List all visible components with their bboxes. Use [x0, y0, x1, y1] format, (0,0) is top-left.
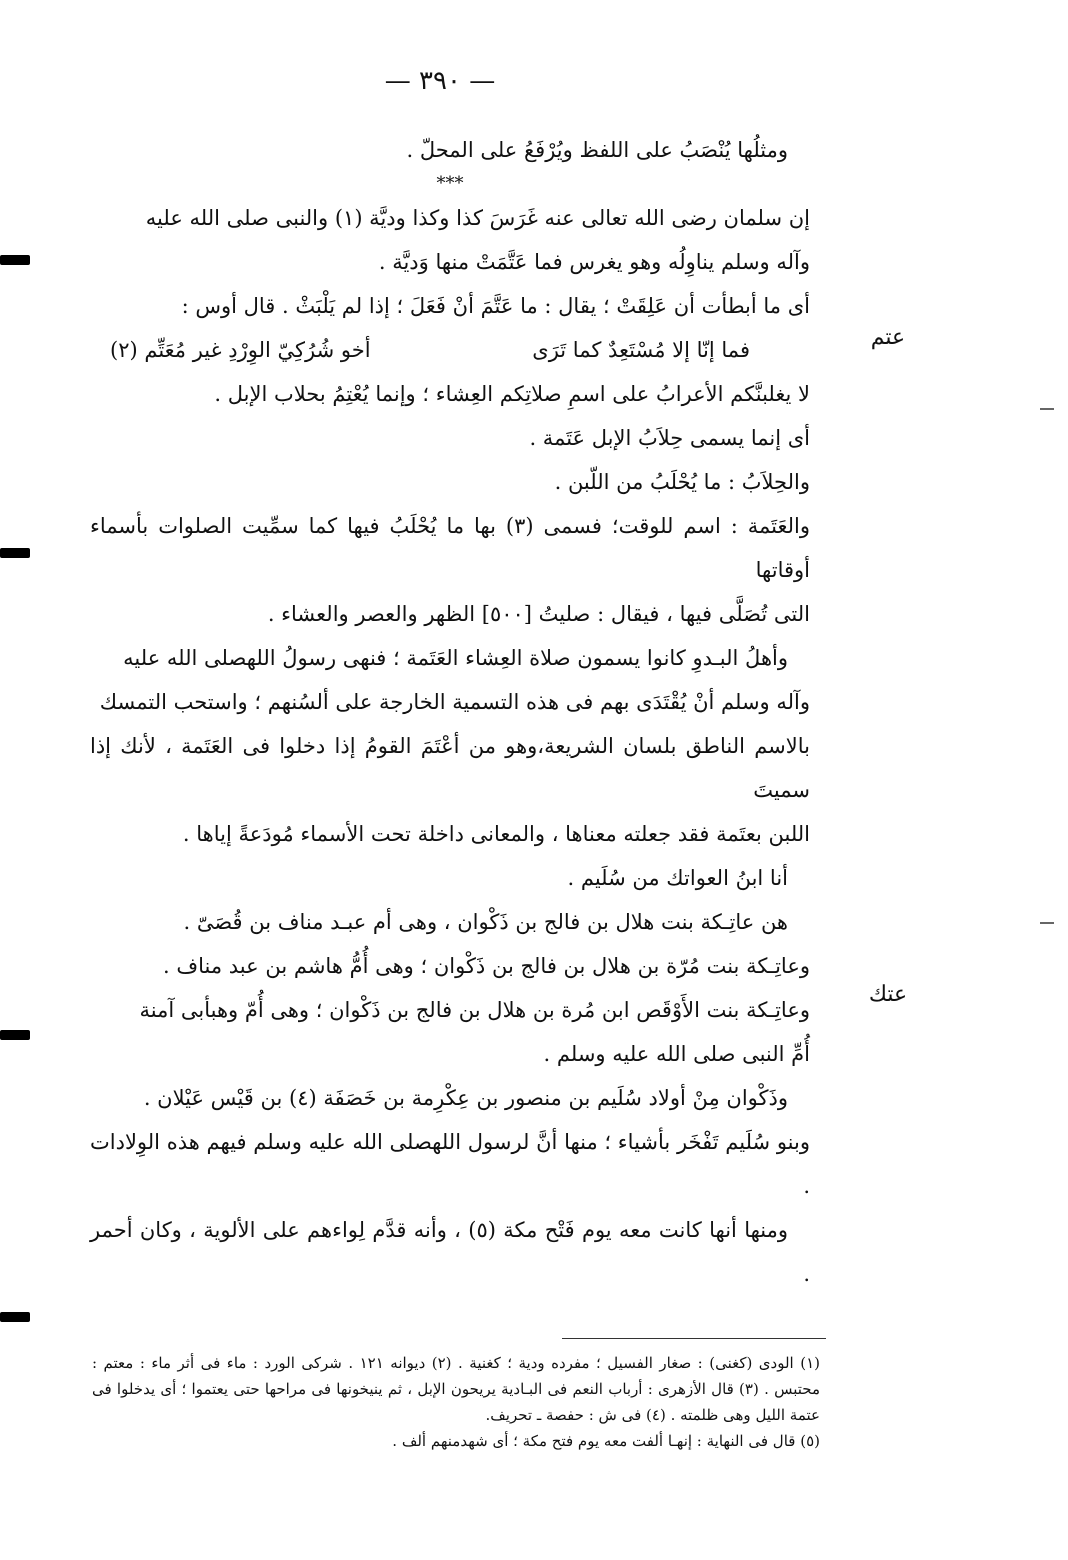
text-line: والحِلاَبُ : ما يُحْلَبُ من اللّبن .: [554, 470, 810, 494]
hadith-line: وآله وسلم يناوِلُه وهو يغرس فما عَتَّمَتْ منها وَديَّة .: [378, 250, 810, 274]
scan-edge-mark: [0, 548, 30, 558]
hadith-line: أنا ابنُ العواتك من سُلَيم .: [567, 866, 788, 890]
margin-headword-atk: عتك: [868, 982, 908, 1007]
text-line: بالاسم الناطق بلسان الشريعة،وهو من أعْتَمَ القومُ إذا دخلوا فى العَتَمة ، لأنك إذا سميتَ: [90, 734, 810, 802]
hadith-line: إن سلمان رضى الله تعالى عنه غَرَسَ كذا وكذا وديَّة (١) والنبى صلى الله عليه: [145, 206, 810, 230]
scan-edge-mark: [0, 255, 30, 265]
hadith-line: لا يغلبنَّكم الأعرابُ على اسمِ صلاتِكم العِشاء ؛ وإنما يُعْتِمُ بحلاب الإبل .: [214, 382, 810, 406]
text-line: أى إنما يسمى حِلاَبُ الإبل عَتَمة .: [529, 426, 810, 450]
scan-edge-mark: [0, 1312, 30, 1322]
scan-edge-mark: [0, 1030, 30, 1040]
scan-speck: [1040, 408, 1054, 410]
text-line: هن عاتِـكة بنت هلال بن فالج بن ذَكْوان ، وهى أم عبـد مناف بن قُصَىّ .: [183, 910, 788, 934]
footnotes: [92, 1350, 820, 1454]
footnote: (١) الودى (كغنى) : صغار الفسيل ؛ مفرده ودية ؛ كغنية . (٢) ديوانه ١٢١ . شرکى الورد : ماء فى أثر ماء : معتم : محتبس . (٣) قال الأزهرى : أرباب النعم فى البـادية يريحون الإبل ، ثم ينيخونها فى مراحها حتى يعتموا ؛ أى يدخلوا فى عتمة الليل وهى ظلمته . (٤) فى ش : حفصة ـ تحريف.: [92, 1354, 820, 1424]
text-line: والعَتَمة : اسم للوقت؛ فسمى (٣) بها ما يُحْلَبُ فيها كما سمِّيت الصلوات بأسماء أوقاتها: [90, 514, 810, 582]
text-line: وبنو سُلَيم تَفْخَر بأشياء ؛ منها أنَّ لرسول اللهصلى الله عليه وسلم فيهم هذه الوِلادات .: [90, 1130, 810, 1198]
margin-headword-atm: عتم: [870, 325, 906, 350]
text-line: اللبن بعتَمة فقد جعلته معناها ، والمعانى داخلة تحت الأسماء مُودَعةً إياها .: [182, 822, 810, 846]
text-line: وذَكْوان مِنْ أولاد سُلَيم بن منصور بن عِكْرِمة بن خَصَفَة (٤) بن قَيْس عَيْلان .: [143, 1086, 788, 1110]
page-number: — ٣٩٠ —: [384, 66, 496, 96]
text-line: ومثلُها يُنْصَبُ على اللفظ ويُرْفَعُ على المحلّ .: [406, 138, 788, 162]
text-line: التى تُصَلَّى فيها ، فيقال : صليتُ [٥٠٠] الظهر والعصر والعشاء .: [267, 602, 810, 626]
main-text: [90, 128, 810, 1296]
text-line: أى ما أبطأت أن عَلِقَتْ ؛ يقال : ما عَتَّمَ أنْ فَعَلَ ؛ إذا لم يَلْبَثْ . قال أوس :: [181, 294, 810, 318]
verse-hemistich-first: فما إنّا إلا مُسْتَعِدٌ كما تَرَى: [532, 338, 750, 362]
scan-speck: [1040, 922, 1054, 924]
section-separator: ***: [436, 173, 464, 194]
text-line: أُمِّ النبى صلى الله عليه وسلم .: [543, 1042, 810, 1066]
text-line: ومنها أنها كانت معه يوم فَتْح مكة (٥) ، وأنه قدَّم لِواءهم على الألوية ، وكان أحمر .: [90, 1218, 810, 1286]
footnote: (٥) قال فى النهاية : إنهـا ألفت معه يوم فتح مكة ؛ أى شهدمنهم ألف .: [392, 1432, 820, 1450]
footnote-separator: [562, 1338, 826, 1339]
text-line: وعاتِـكة بنت الأَوْقَص ابن مُرة بن هلال بن فالج بن ذَكْوان ؛ وهى أُمّ وهبأبى آمنة: [139, 998, 810, 1022]
text-line: وأهلُ البـدوِ كانوا يسمون صلاة العِشاء العَتَمة ؛ فنهى رسولُ اللهصلى الله عليه: [123, 646, 788, 670]
poetry-verse: [90, 328, 810, 372]
text-line: وآله وسلم أنْ يُقْتَدَى بهم فى هذه التسمية الخارجة على ألسُنهم ؛ واستحب التمسك: [99, 690, 810, 714]
verse-hemistich-second: أخو شُرُكِيّ الوِرْدِ غير مُعَتِّم (٢): [110, 338, 371, 362]
text-line: وعاتِـكة بنت مُرّة بن هلال بن فالج بن ذَكْوان ؛ وهى أُمُّ هاشم بن عبد مناف .: [163, 954, 810, 978]
